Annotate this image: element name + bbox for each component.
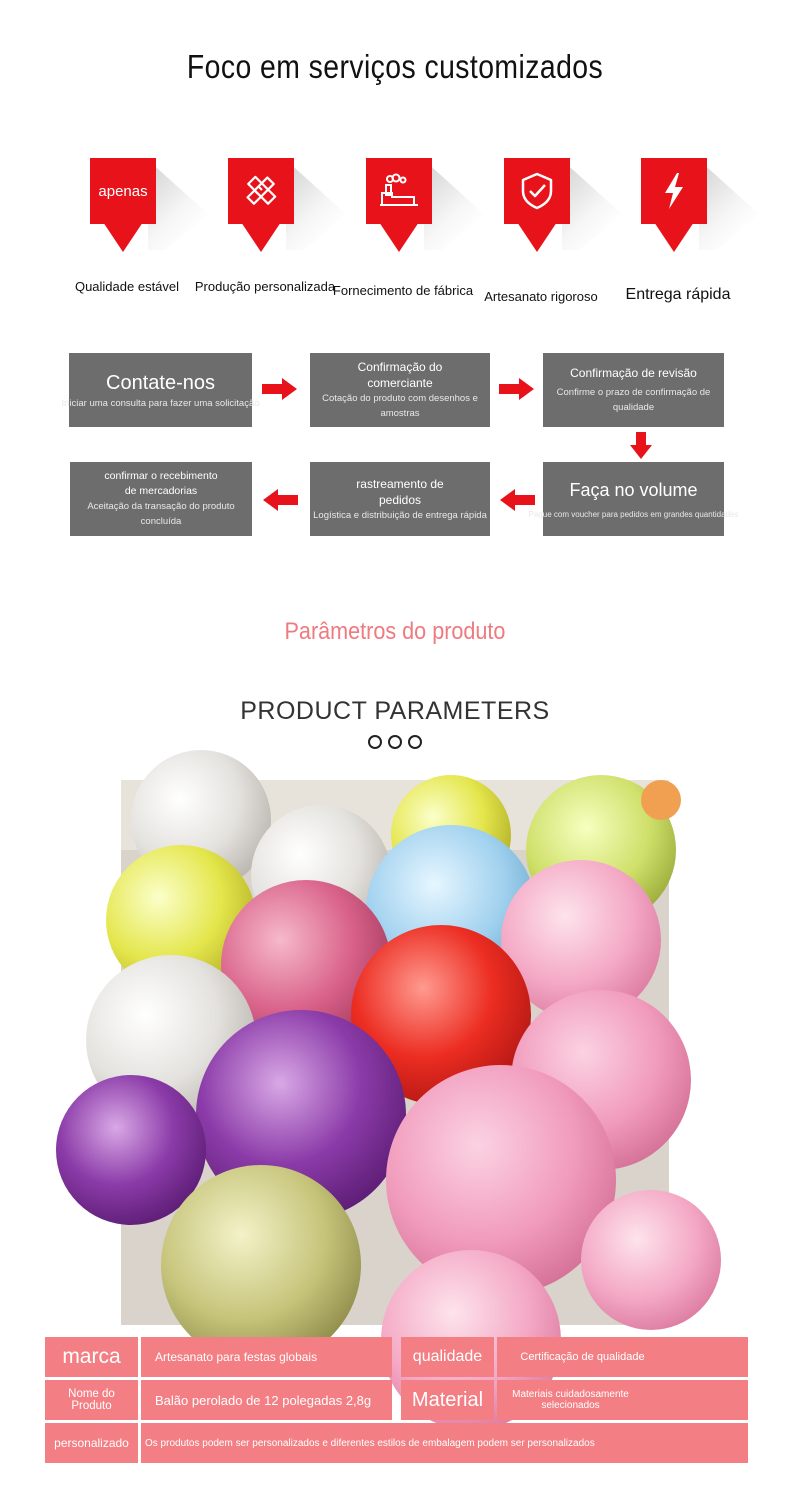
feature-label: Artesanato rigoroso [484, 289, 598, 304]
feature-label: Qualidade estável [74, 279, 180, 294]
spec-brand-value: Artesanato para festas globais [141, 1337, 392, 1377]
arrow-left-icon [499, 489, 535, 511]
spec-material-label: Material [401, 1380, 494, 1420]
feature-stable-quality [52, 158, 202, 328]
apenas-badge [90, 158, 156, 224]
spec-custom-value: Os produtos podem ser personalizados e diferentes estilos de embalagem podem ser personalizados [141, 1423, 748, 1463]
process-step-review-confirmation [543, 353, 724, 427]
params-title-en: PRODUCT PARAMETERS [240, 697, 550, 725]
process-step-order-tracking [310, 462, 490, 536]
feature-label: Entrega rápida [625, 286, 731, 303]
step-subtitle: Iniciar uma consulta para fazer uma solicitação [61, 397, 260, 409]
feature-label: Produção personalizada [194, 279, 336, 294]
feature-factory-supply [328, 158, 478, 328]
process-step-merchant-confirmation [310, 353, 490, 427]
pencil-ruler-icon [228, 158, 294, 224]
step-title: Faça no volume [569, 479, 698, 500]
feature-label: Fornecimento de fábrica [332, 283, 474, 298]
spec-quality-value: Certificação de qualidade [497, 1337, 748, 1377]
shield-check-icon [504, 158, 570, 224]
page-title: Foco em serviços customizados [186, 48, 604, 85]
process-step-volume [528, 462, 739, 536]
arrow-right-icon [262, 378, 298, 400]
step-title: confirmar o recebimento de mercadorias [104, 470, 218, 497]
spec-custom-label: personalizado [45, 1423, 138, 1463]
spec-brand-label: marca [45, 1337, 138, 1377]
step-title: Contate-nos [106, 371, 215, 394]
feature-custom-production [190, 158, 340, 328]
spec-name-value: Balão perolado de 12 polegadas 2,8g [141, 1380, 392, 1420]
step-title: Confirmação do comerciante [357, 360, 443, 390]
step-subtitle: Logística e distribuição de entrega rápida [313, 509, 487, 521]
lightning-icon [641, 158, 707, 224]
feature-rigorous-craft [466, 158, 616, 328]
spec-material-value: Materiais cuidadosamente selecionados [497, 1380, 748, 1420]
arrow-down-icon [630, 432, 652, 460]
process-step-contact [61, 353, 260, 427]
spec-name-label: Nome do Produto [45, 1380, 138, 1420]
process-step-receipt-confirmation [70, 462, 252, 536]
factory-icon [366, 158, 432, 224]
decorative-dots [368, 735, 428, 751]
step-subtitle: Cotação do produto com desenhos e amostras [322, 393, 478, 419]
spec-quality-label: qualidade [401, 1337, 494, 1377]
arrow-right-icon [499, 378, 535, 400]
arrow-left-icon [262, 489, 298, 511]
step-subtitle: Confirme o prazo de confirmação de qualidade [556, 387, 711, 413]
step-title: rastreamento de pedidos [356, 476, 444, 507]
params-title-pt: Parâmetros do produto [284, 618, 506, 645]
product-photo [121, 780, 669, 1325]
badge-text: apenas [98, 182, 148, 200]
step-subtitle: Pague com voucher para pedidos em grandes quantidades [528, 509, 739, 519]
feature-fast-delivery [603, 158, 753, 328]
step-subtitle: Aceitação da transação do produto concluída [87, 501, 235, 527]
step-title: Confirmação de revisão [570, 366, 697, 380]
